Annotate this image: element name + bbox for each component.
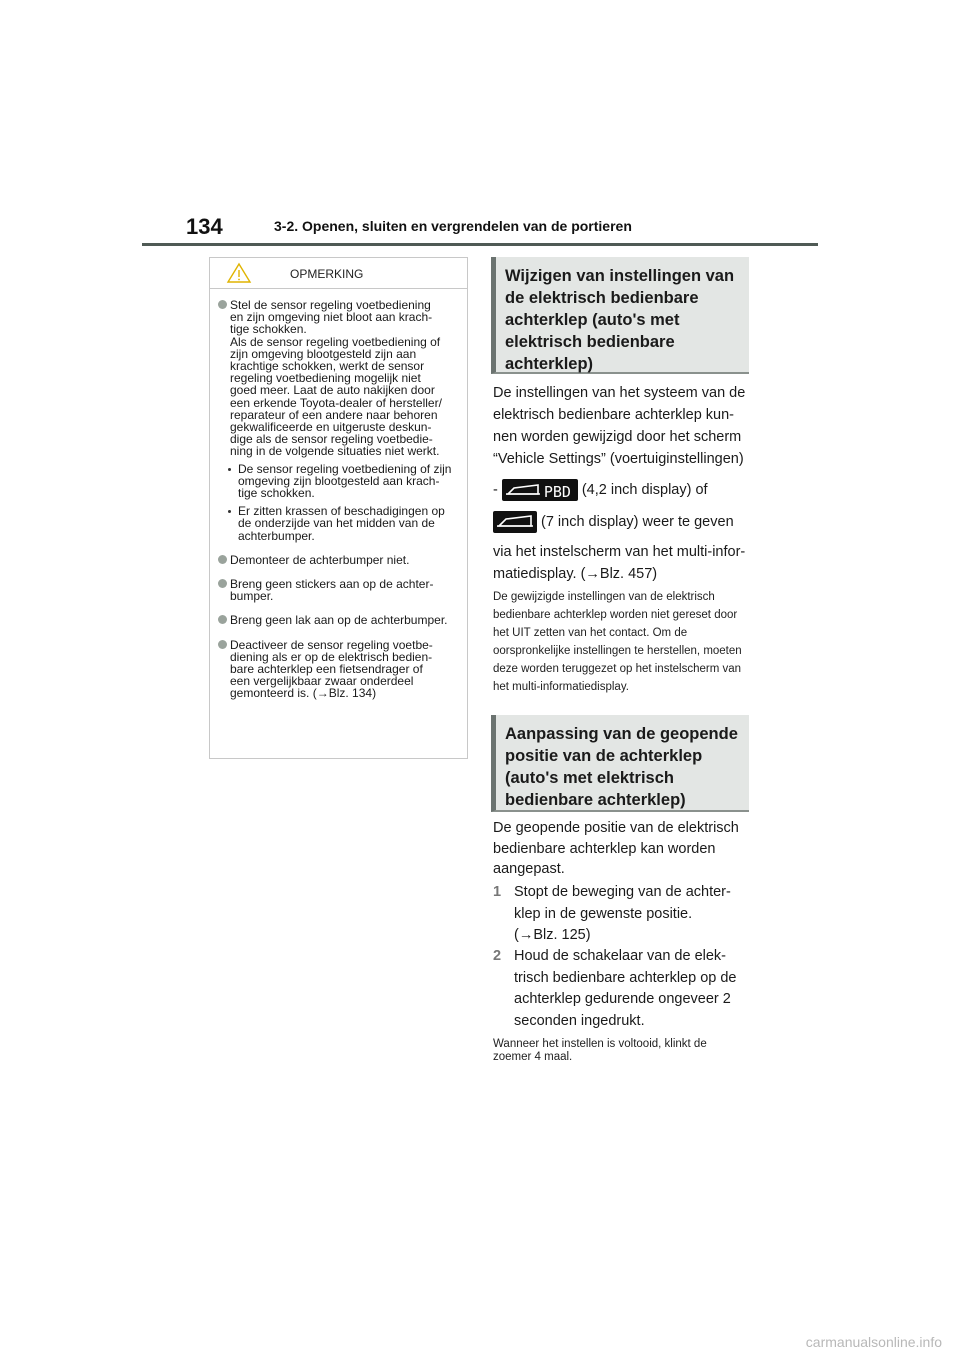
note-bullet: Breng geen stickers aan op de achter- bumper. xyxy=(218,578,457,602)
note-body xyxy=(210,289,467,700)
note-label: OPMERKING xyxy=(290,267,364,281)
note-bullet: Demonteer de achterbumper niet. xyxy=(218,554,457,566)
step-item xyxy=(493,946,755,1032)
note-sub-list xyxy=(218,463,457,542)
icon-line-2: (7 inch display) weer te geven xyxy=(493,508,753,536)
bullet-dot-icon xyxy=(218,579,227,588)
note-bullet: Deactiveer de sensor regeling voetbe- diening als er op de elektrisch bedien- bare achterklep een fietsendrager of een vergelijkbaar zwaar onderdeel gemonteerd is. (→Blz. 134) xyxy=(218,639,457,700)
watermark: carmanualsonline.info xyxy=(805,1334,942,1350)
warning-triangle-icon xyxy=(226,262,252,284)
bullet-dot-icon xyxy=(218,615,227,624)
page-number: 134 xyxy=(186,214,223,239)
bullet-dot-icon xyxy=(218,555,227,564)
bullet-dot-icon xyxy=(218,640,227,649)
section2-outro: Wanneer het instellen is voltooid, klinkt de zoemer 4 maal. xyxy=(493,1038,707,1063)
step-number: 1 xyxy=(493,884,502,900)
step-number: 2 xyxy=(493,948,502,964)
note-bullet: Breng geen lak aan op de achterbumper. xyxy=(218,614,457,626)
note-header xyxy=(210,258,467,289)
note-sub-item: Er zitten krassen of beschadigingen op de onderzijde van het midden van de achterbumper. xyxy=(228,505,457,542)
step-item xyxy=(493,882,755,947)
section-heading: Aanpassing van de geopende positie van de achterklep (auto's met elektrisch bedienbare achterklep) xyxy=(491,715,749,812)
icon-line-1: - PBD (4,2 inch display) of xyxy=(493,476,753,504)
section2-intro: De geopende positie van de elektrisch bedienbare achterklep kan worden aangepast. xyxy=(493,820,739,877)
pbd-display-icon: PBD xyxy=(502,479,578,501)
step-text: Stopt de beweging van de achter- klep in de gewenste positie. (→Blz. 125) xyxy=(514,884,731,943)
section-title: 3-2. Openen, sluiten en vergrendelen van de portieren xyxy=(274,218,632,234)
header-divider xyxy=(142,243,818,246)
tailgate-display-icon xyxy=(493,511,537,533)
note-box xyxy=(209,257,468,759)
note-sub-item: De sensor regeling voetbediening of zijn omgeving zijn blootgesteld aan krach- tige schokken. xyxy=(228,463,457,500)
bullet-dot-icon xyxy=(218,300,227,309)
note-bullet: Stel de sensor regeling voetbediening en zijn omgeving niet bloot aan krach- tige schokken. Als de sensor regeling voetbediening of zijn omgeving blootgesteld zijn aan krachtige schokken, werkt de sensor regeling voetbediening mogelijk niet goed meer. Laat de auto nakijken door een erkende Toyota-dealer of hersteller/ reparateur of een andere naar behoren gekwalificeerde en uitgeruste deskun- dige als de sensor regeling voetbedie- ning in de volgende situaties niet werkt. xyxy=(218,299,457,458)
section1-intro: De instellingen van het systeem van de elektrisch bedienbare achterklep kun-nen worden gewijzigd door het scherm “Vehicle Settings” (voertuiginstellingen) xyxy=(493,385,746,467)
section1-note: De gewijzigde instellingen van de elektrisch bedienbare achterklep worden niet gereset door het UIT zetten van het contact. Om de oorspronkelijke instellingen te herstellen, moeten deze worden teruggezet op het instelscherm van het multi-informatiedisplay. xyxy=(493,591,742,693)
section-heading: Wijzigen van instellingen van de elektrisch bedienbare achterklep (auto's met elektrisch bedienbare achterklep) xyxy=(491,257,749,374)
step-text: Houd de schakelaar van de elek- trisch bedienbare achterklep op de achterklep gedurende ongeveer 2 seconden ingedrukt. xyxy=(514,948,737,1029)
section1-continuation: via het instelscherm van het multi-infor-matiedisplay. (→Blz. 457) xyxy=(493,544,746,582)
